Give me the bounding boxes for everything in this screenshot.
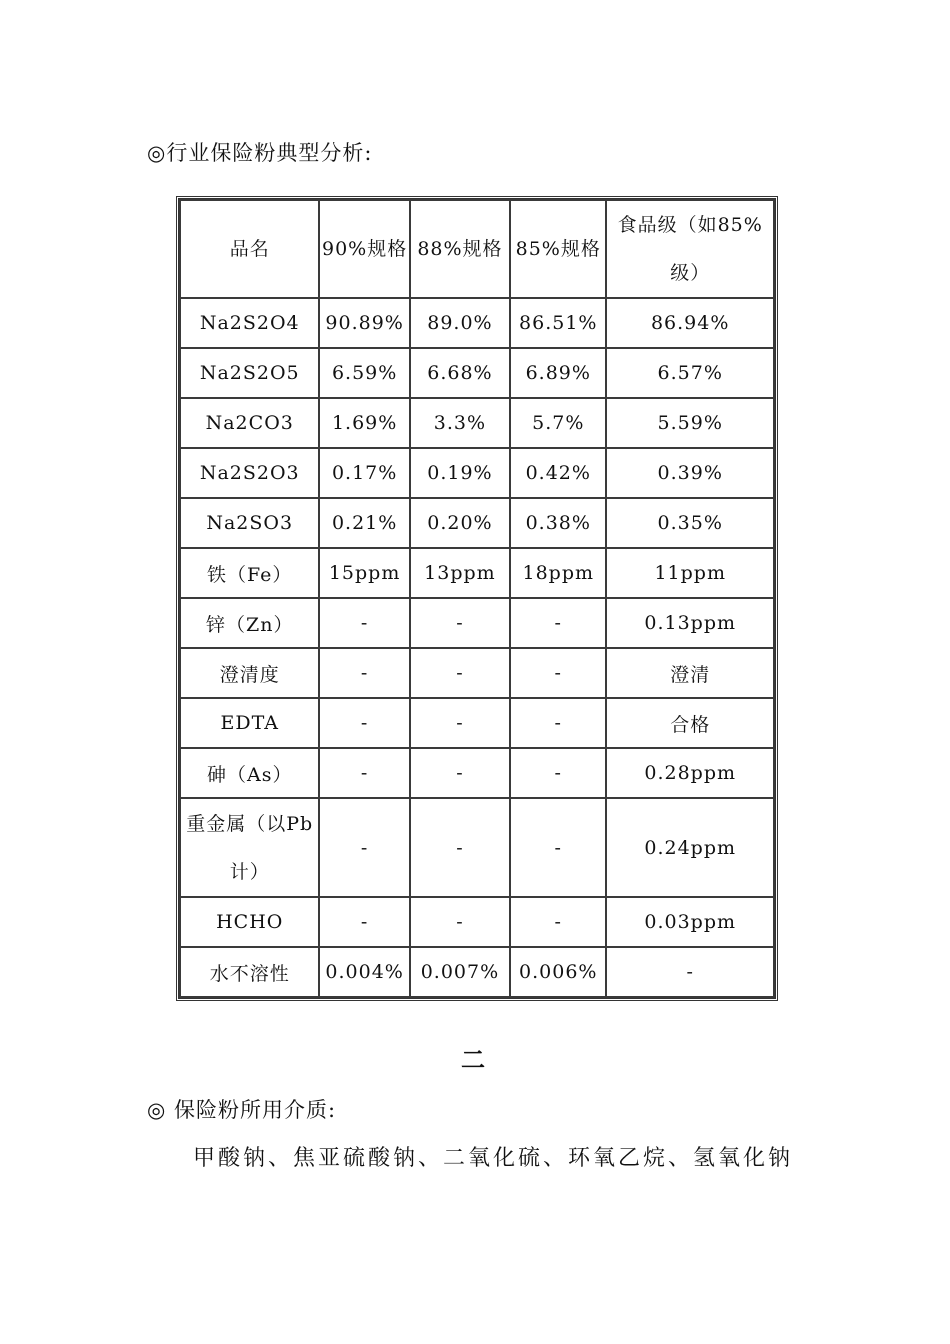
table-cell: -	[410, 698, 510, 748]
table-cell: 15ppm	[319, 548, 409, 598]
table-cell: 0.21%	[319, 498, 409, 548]
table-cell: 锌（Zn）	[180, 598, 319, 648]
table-cell: -	[319, 748, 409, 798]
table-row	[180, 348, 774, 398]
table-cell: 0.35%	[606, 498, 774, 548]
section-heading-analysis: ◎行业保险粉典型分析:	[147, 141, 373, 165]
table-cell: 0.20%	[410, 498, 510, 548]
header-cell-food-grade: 食品级（如85%级）	[606, 200, 774, 298]
table-cell: 13ppm	[410, 548, 510, 598]
table-row	[180, 648, 774, 698]
table-cell: 0.13ppm	[606, 598, 774, 648]
table-row	[180, 298, 774, 348]
table-cell: 6.89%	[510, 348, 606, 398]
table-cell: -	[319, 897, 409, 947]
media-list-text: 甲酸钠、焦亚硫酸钠、二氧化硫、环氧乙烷、氢氧化钠	[193, 1146, 794, 1171]
table-cell: 0.004%	[319, 947, 409, 997]
table-cell: 0.007%	[410, 947, 510, 997]
table-cell: Na2S2O4	[180, 298, 319, 348]
table-cell: 6.57%	[606, 348, 774, 398]
table-cell: 0.24ppm	[606, 798, 774, 897]
table-cell: -	[510, 598, 606, 648]
table-cell: EDTA	[180, 698, 319, 748]
table-cell: 3.3%	[410, 398, 510, 448]
table-cell: 5.7%	[510, 398, 606, 448]
table-cell: 6.68%	[410, 348, 510, 398]
table-cell: 合格	[606, 698, 774, 748]
table-cell: 0.03ppm	[606, 897, 774, 947]
table-cell: 0.17%	[319, 448, 409, 498]
table-cell: 89.0%	[410, 298, 510, 348]
table-cell: 86.51%	[510, 298, 606, 348]
table-row	[180, 698, 774, 748]
table-cell: -	[510, 698, 606, 748]
table-cell: 86.94%	[606, 298, 774, 348]
table-row	[180, 498, 774, 548]
table-cell: -	[319, 598, 409, 648]
header-cell-88: 88%规格	[410, 200, 510, 298]
table-cell: Na2S2O5	[180, 348, 319, 398]
header-cell-85: 85%规格	[510, 200, 606, 298]
table-cell: -	[510, 897, 606, 947]
table-cell: 0.38%	[510, 498, 606, 548]
table-cell: 0.006%	[510, 947, 606, 997]
table-cell: -	[410, 598, 510, 648]
table-row	[180, 448, 774, 498]
table-cell: 5.59%	[606, 398, 774, 448]
table-cell: 90.89%	[319, 298, 409, 348]
table-cell: 1.69%	[319, 398, 409, 448]
table-cell: 0.39%	[606, 448, 774, 498]
table-row	[180, 398, 774, 448]
table-row	[180, 748, 774, 798]
section-heading-media: ◎ 保险粉所用介质:	[147, 1098, 337, 1122]
table-cell: -	[510, 648, 606, 698]
table-row	[180, 897, 774, 947]
table-cell: 11ppm	[606, 548, 774, 598]
table-cell: -	[410, 897, 510, 947]
table-row	[180, 548, 774, 598]
table-cell: 6.59%	[319, 348, 409, 398]
table-cell: -	[319, 648, 409, 698]
table-cell: -	[410, 648, 510, 698]
analysis-table	[179, 199, 775, 998]
table-cell: -	[510, 748, 606, 798]
table-cell: Na2CO3	[180, 398, 319, 448]
section-number-marker: 二	[461, 1045, 485, 1074]
table-cell: 重金属（以Pb计）	[180, 798, 319, 897]
table-cell: -	[606, 947, 774, 997]
table-cell: 砷（As）	[180, 748, 319, 798]
table-cell: 0.28ppm	[606, 748, 774, 798]
table-cell: Na2S2O3	[180, 448, 319, 498]
table-cell: HCHO	[180, 897, 319, 947]
analysis-table-frame	[176, 196, 778, 1001]
table-cell: 铁（Fe）	[180, 548, 319, 598]
header-cell-90: 90%规格	[319, 200, 409, 298]
table-cell: -	[319, 798, 409, 897]
table-cell: 0.19%	[410, 448, 510, 498]
table-cell: -	[510, 798, 606, 897]
table-cell: -	[410, 798, 510, 897]
header-cell-name: 品名	[180, 200, 319, 298]
table-cell: 澄清度	[180, 648, 319, 698]
table-row	[180, 798, 774, 897]
table-cell: 澄清	[606, 648, 774, 698]
table-cell: 18ppm	[510, 548, 606, 598]
table-header-row	[180, 200, 774, 298]
table-cell: 水不溶性	[180, 947, 319, 997]
table-cell: -	[319, 698, 409, 748]
table-cell: -	[410, 748, 510, 798]
table-row	[180, 947, 774, 997]
table-cell: Na2SO3	[180, 498, 319, 548]
table-cell: 0.42%	[510, 448, 606, 498]
table-row	[180, 598, 774, 648]
